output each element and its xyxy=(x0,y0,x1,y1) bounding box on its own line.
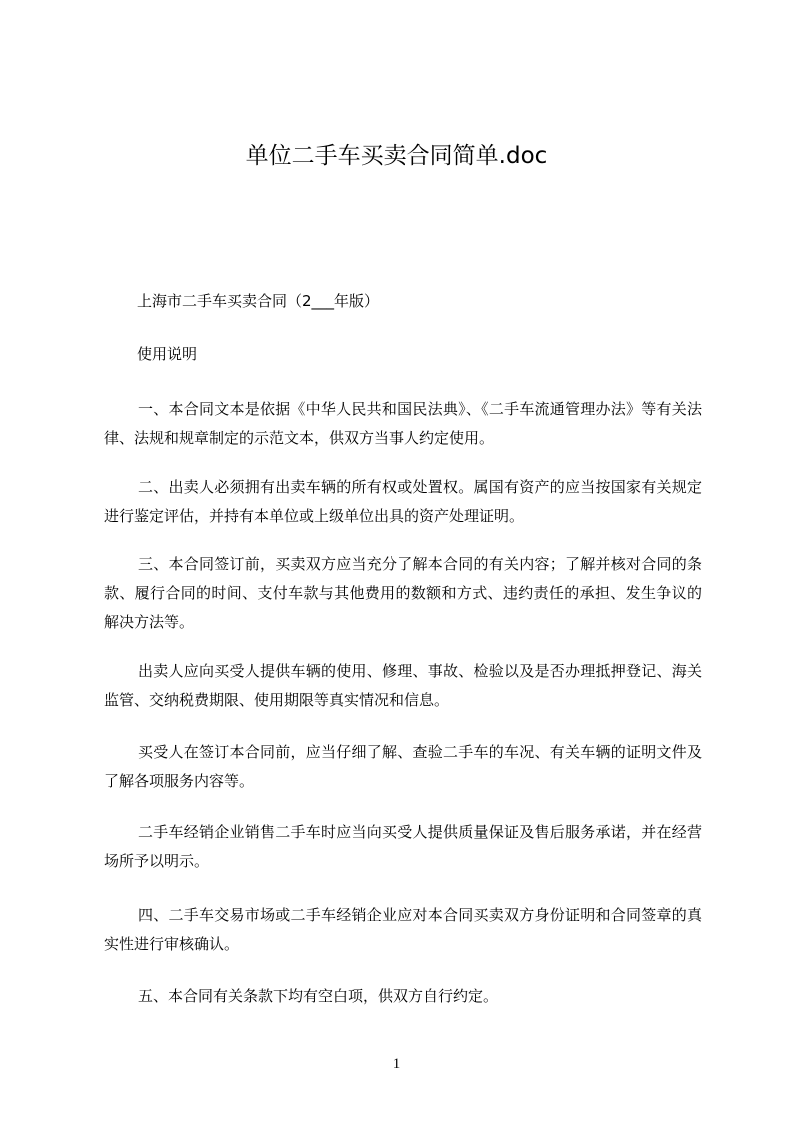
contract-heading: 上海市二手车买卖合同（2___年版） xyxy=(137,292,380,310)
paragraph-8: 五、本合同有关条款下均有空白项，供双方自行约定。 xyxy=(138,987,499,1005)
paragraph-7: 四、二手车交易市场或二手车经销企业应对本合同买卖双方身份证明和合同签章的真实性进行审核确认。 xyxy=(104,906,702,953)
paragraph-2: 二、出卖人必须拥有出卖车辆的所有权或处置权。属国有资产的应当按国家有关规定进行鉴定评估，并持有本单位或上级单位出具的资产处理证明。 xyxy=(104,478,702,525)
paragraph-5: 买受人在签订本合同前，应当仔细了解、查验二手车的车况、有关车辆的证明文件及了解各项服务内容等。 xyxy=(104,743,702,790)
paragraph-1: 一、本合同文本是依据《中华人民共和国民法典》、《二手车流通管理办法》等有关法律、法规和规章制定的示范文本，供双方当事人约定使用。 xyxy=(104,400,702,447)
page-number: 1 xyxy=(392,1056,401,1072)
instructions-label: 使用说明 xyxy=(137,345,198,363)
paragraph-3: 三、本合同签订前，买卖双方应当充分了解本合同的有关内容；了解并核对合同的条款、履行合同的时间、支付车款与其他费用的数额和方式、违约责任的承担、发生争议的解决方法等。 xyxy=(104,555,702,631)
paragraph-6: 二手车经销企业销售二手车时应当向买受人提供质量保证及售后服务承诺，并在经营场所予以明示。 xyxy=(104,823,702,870)
paragraph-4: 出卖人应向买受人提供车辆的使用、修理、事故、检验以及是否办理抵押登记、海关监管、交纳税费期限、使用期限等真实情况和信息。 xyxy=(104,662,702,709)
document-title: 单位二手车买卖合同简单.doc xyxy=(245,143,548,169)
